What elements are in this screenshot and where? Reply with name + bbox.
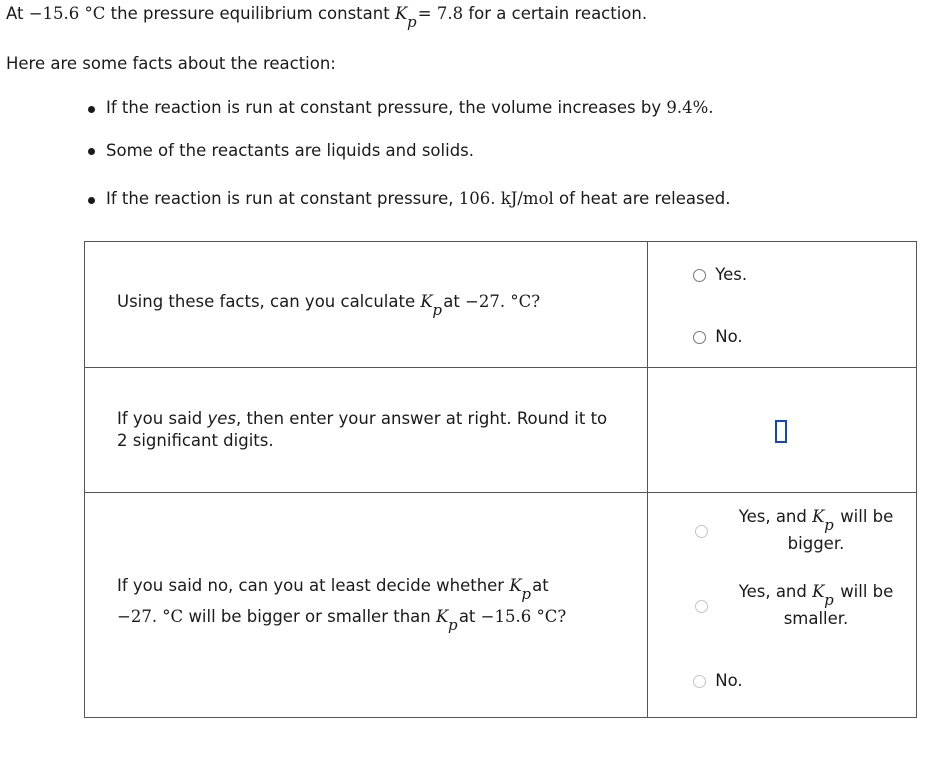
q3-option-no[interactable]: No. xyxy=(693,671,743,690)
intro-text: the pressure equilibrium constant xyxy=(110,4,390,23)
kp-symbol: K p xyxy=(420,292,442,319)
q3-option-smaller[interactable]: Yes, and K p will be smaller. xyxy=(738,582,894,628)
fact-item-2: Some of the reactants are liquids and solids. xyxy=(106,141,475,160)
facts-heading: Here are some facts about the reaction: xyxy=(6,54,336,73)
q1-options-cell xyxy=(648,242,917,368)
kp-symbol: K p xyxy=(394,4,417,31)
q2-cell xyxy=(85,368,648,493)
radio-yes[interactable] xyxy=(693,269,706,282)
q3-line-1: If you said no, can you at least decide whether K p at xyxy=(117,576,549,603)
fact-item-3: If the reaction is run at constant pressure, 106. kJ/mol of heat are released. xyxy=(106,189,731,208)
bullet-3 xyxy=(88,197,95,204)
radio-bigger[interactable] xyxy=(695,525,708,538)
radio-no[interactable] xyxy=(693,331,706,344)
kp-value: = 7.8 xyxy=(417,4,464,23)
intro-line xyxy=(6,4,648,31)
q2-line-2: 2 significant digits. xyxy=(117,431,274,450)
radio-smaller[interactable] xyxy=(695,600,708,613)
q3-cell xyxy=(85,493,648,718)
q2-line-1: If you said yes, then enter your answer at right. Round it to xyxy=(117,409,608,428)
intro-temperature: −15.6 °C xyxy=(28,4,106,23)
q3-option-bigger[interactable]: Yes, and K p will be bigger. xyxy=(738,507,894,553)
q1-option-no[interactable]: No. xyxy=(693,327,743,346)
kp-symbol: K p xyxy=(509,576,531,603)
question-table xyxy=(84,241,917,718)
q1-question: Using these facts, can you calculate K p at −27. °C? xyxy=(117,292,541,319)
kp-symbol: K p xyxy=(435,607,458,634)
q3-line-2: −27. °C will be bigger or smaller than K p at −15.6 °C? xyxy=(117,607,567,634)
radio-q3-no[interactable] xyxy=(693,675,706,688)
bullet-1 xyxy=(88,106,95,113)
answer-input[interactable] xyxy=(775,420,787,443)
q1-option-yes[interactable]: Yes. xyxy=(693,265,747,284)
fact-item-1: If the reaction is run at constant pressure, the volume increases by 9.4%. xyxy=(106,98,714,117)
intro-at: At xyxy=(6,4,24,23)
intro-text-end: for a certain reaction. xyxy=(468,4,648,23)
bullet-2 xyxy=(88,148,95,155)
